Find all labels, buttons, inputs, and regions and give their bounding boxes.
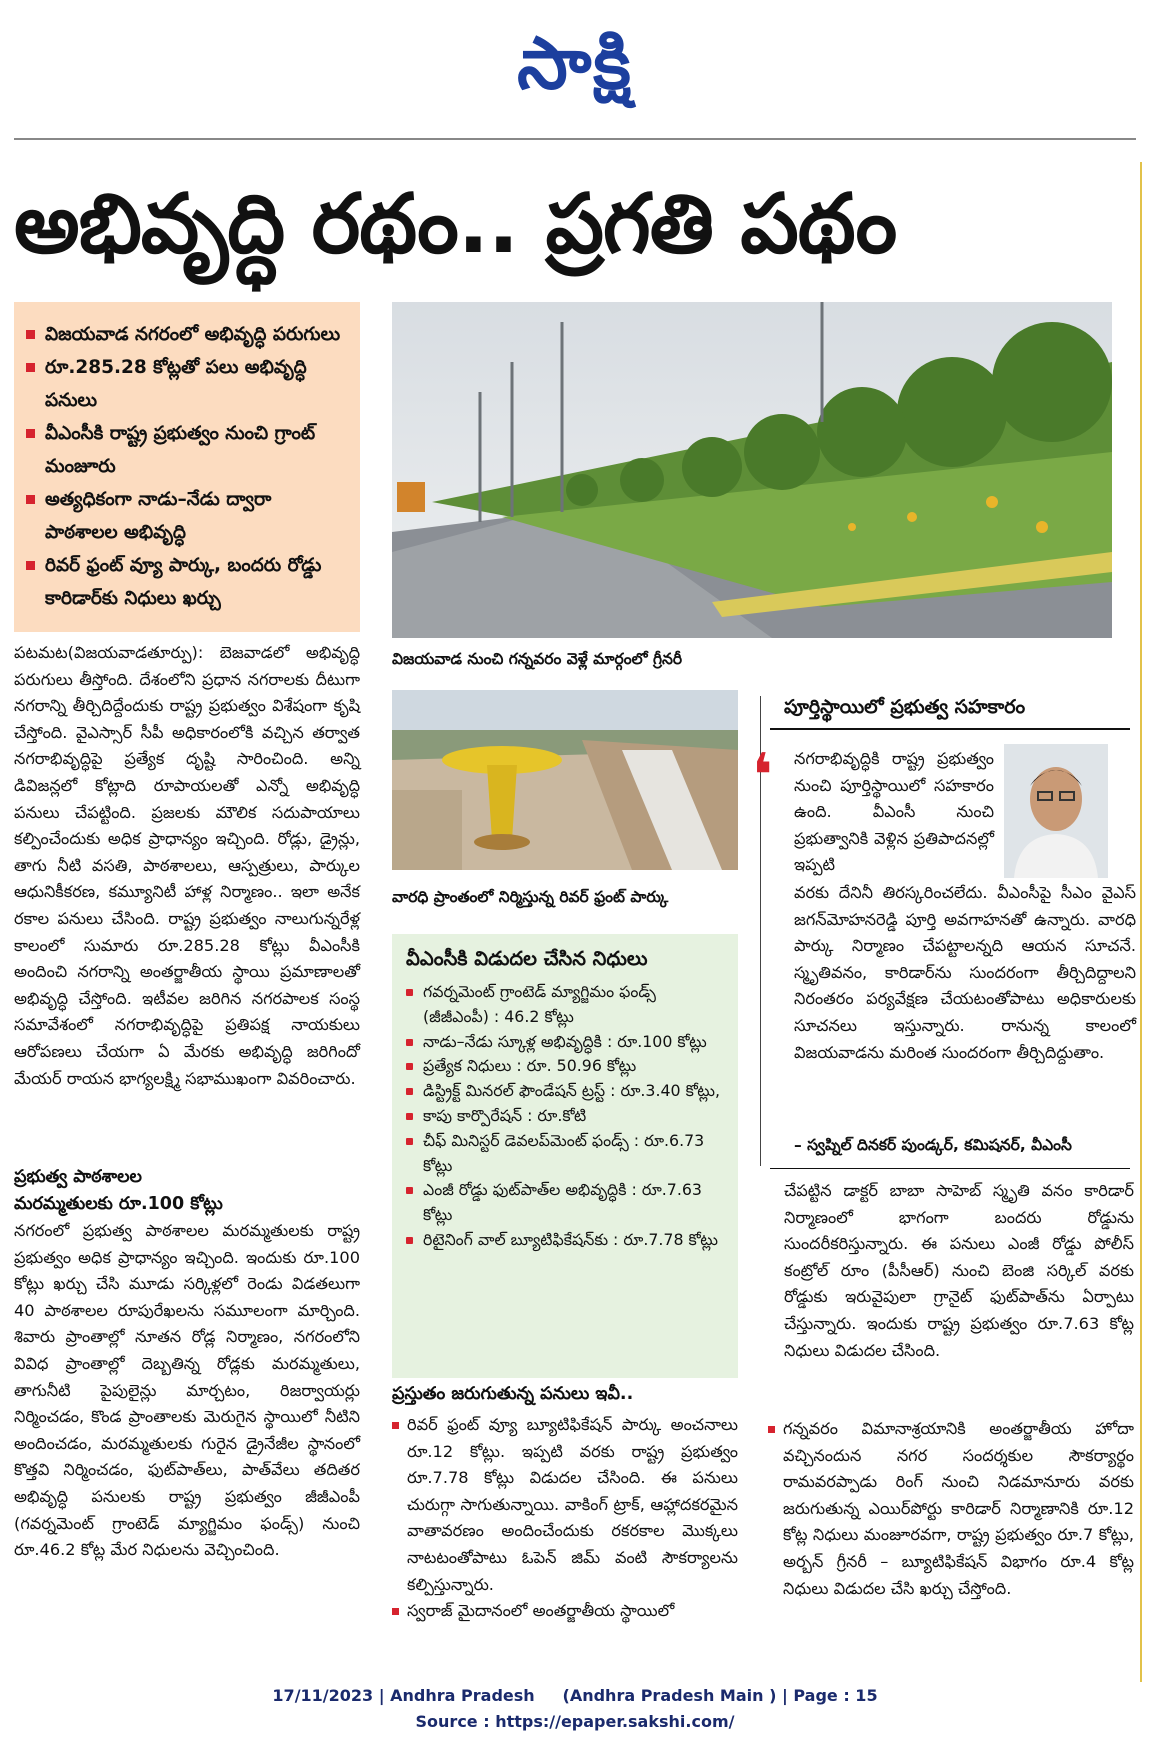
bullet-icon: [26, 330, 35, 339]
divider: [14, 138, 1136, 140]
works-item: స్వరాజ్ మైదానంలో అంతర్జాతీయ స్థాయిలో: [392, 1598, 738, 1625]
highlight-item: అత్యధికంగా నాడు–నేడు ద్వారా పాఠశాలల అభివృద్ధి: [26, 483, 350, 549]
river-front-park-photo: [392, 690, 738, 870]
highlight-item: వీఎంసీకి రాష్ట్ర ప్రభుత్వం నుంచి గ్రాంట్ మంజూరు: [26, 417, 350, 483]
bullet-icon: [406, 989, 413, 996]
highlight-item: రూ.285.28 కోట్లతో పలు అభివృద్ధి పనులు: [26, 351, 350, 417]
article-body-right-bullet: గన్నవరం విమానాశ్రయానికి అంతర్జాతీయ హోదా వచ్చినందున నగర సందర్శకుల సౌకర్యార్థం రామవరప్పాడు రింగ్ నుంచి నిడమానూరు వరకు జరుగుతున్న ఎయిర్‌పోర్టు కారిడార్ నిర్మాణానికి రూ.12 కోట్ల నిధులు మంజూరవగా, రాష్ట్ర ప్రభుత్వం రూ.7 కోట్లు, అర్బన్ గ్రీనరీ – బ్యూటిఫికేషన్ విభాగం రూ.4 కోట్ల నిధులు విడుదల చేసి ఖర్చు చేస్తోంది.: [768, 1416, 1134, 1602]
fund-item: చీఫ్ మినిస్టర్ డెవలప్‌మెంట్ ఫండ్స్ : రూ.6.73 కోట్లు: [406, 1129, 726, 1179]
bullet-icon: [26, 429, 35, 438]
bullet-icon: [26, 363, 35, 372]
commissioner-photo: [1004, 744, 1108, 878]
bullet-icon: [406, 1088, 413, 1095]
bullet-icon: [392, 1422, 399, 1429]
masthead-logo: సాక్షి: [517, 21, 633, 105]
photo-caption: విజయవాడ నుంచి గన్నవరం వెళ్లే మార్గంలో గ్రీనరీ: [392, 650, 683, 668]
article-intro: పటమట(విజయవాడతూర్పు): బెజవాడలో అభివృద్ధి పరుగులు తీస్తోంది. దేశంలోని ప్రధాన నగరాలకు దీటుగా నగరాన్ని తీర్చిదిద్దేందుకు రాష్ట్ర ప్రభుత్వం విశేషంగా కృషి చేస్తోంది. వైఎస్సార్ సీపీ అధికారంలోకి వచ్చిన తర్వాత నగరాభివృద్ధిపై ప్రత్యేక దృష్టి సారించింది. అన్ని డివిజన్లలో కోట్లాది రూపాయలతో ఎన్నో అభివృద్ధి పనులు చేపట్టింది. ప్రజలకు మౌలిక సదుపాయాలు కల్పించేందుకు అధిక ప్రాధాన్యం ఇచ్చింది. రోడ్లు, డ్రైన్లు, తాగు నీటి వసతి, పాఠశాలలు, ఆస్పత్రులు, పార్కుల ఆధునికీకరణ, కమ్యూనిటీ హాళ్ల నిర్మాణం.. ఇలా అనేక రకాల పనులు చేసింది. రాష్ట్ర ప్రభుత్వం నాలుగున్నరేళ్ల కాలంలో సుమారు రూ.285.28 కోట్లు వీఎంసీకి అందించి నగరాన్ని అంతర్జాతీయ స్థాయి ప్రమాణాలతో అభివృద్ధి చేస్తోంది. ఇటీవల జరిగిన నగరపాలక సంస్థ సమావేశంలో నగరాభివృద్ధిపై ప్రతిపక్ష నాయకులు ఆరోపణలు చేయగా ఏ మేరకు అభివృద్ధి జరిగిందో మేయర్ రాయన భాగ్యలక్ష్మి సభాముఖంగా వివరించారు.: [14, 643, 360, 1088]
quote-text: నగరాభివృద్ధికి రాష్ట్ర ప్రభుత్వం నుంచి పూర్తిస్థాయిలో సహకారం ఉంది. వీఎంసీ నుంచి ప్రభుత్వానికి వెళ్లిన ప్రతిపాదనల్లో ఇప్పటి: [794, 749, 994, 875]
quote-byline: – స్వప్నిల్ దినకర్ పుండ్కర్, కమిషనర్, వీఎంసీ: [794, 1136, 1072, 1154]
fund-item: నాడు–నేడు స్కూళ్ల అభివృద్ధికి : రూ.100 కోట్లు: [406, 1030, 726, 1055]
funds-title: వీఎంసీకి విడుదల చేసిన నిధులు: [406, 947, 648, 970]
bullet-icon: [768, 1426, 775, 1433]
works-title: ప్రస్తుతం జరుగుతున్న పనులు ఇవీ..: [392, 1384, 634, 1404]
page-headline: అభివృద్ధి రథం.. ప్రగతి పథం: [14, 177, 897, 272]
fund-item: కాపు కార్పొరేషన్ : రూ.కోటి: [406, 1104, 726, 1129]
works-list: [392, 1412, 738, 1625]
subheading: ప్రభుత్వ పాఠశాలల మరమ్మతులకు రూ.100 కోట్లు: [14, 1167, 223, 1214]
divider: [770, 1168, 1130, 1169]
fund-item: గవర్నమెంట్ గ్రాంటెడ్ మ్యాగ్జిమం ఫండ్స్ (జీజీఎంపీ) : 46.2 కోట్లు: [406, 980, 726, 1030]
works-item: రివర్ ఫ్రంట్ వ్యూ బ్యూటిఫికేషన్ పార్కు అంచనాలు రూ.12 కోట్లు. ఇప్పటి వరకు రాష్ట్ర ప్రభుత్వం రూ.7.78 కోట్లు విడుదల చేసింది. ఈ పనులు చురుగ్గా సాగుతున్నాయి. వాకింగ్ ట్రాక్, ఆహ్లాదకరమైన వాతావరణం అందించేందుకు రకరకాల మొక్కలు నాటటంతోపాటు ఓపెన్ జిమ్ వంటి సౌకర్యాలను కల్పిస్తున్నారు.: [392, 1412, 738, 1598]
bullet-icon: [406, 1063, 413, 1070]
footer-date: 17/11/2023 | Andhra Pradesh (Andhra Pradesh Main ) | Page : 15: [272, 1686, 878, 1705]
bullet-icon: [26, 495, 35, 504]
highlight-item: రివర్ ఫ్రంట్ వ్యూ పార్కు, బందరు రోడ్డు కారిడార్‌కు నిధులు ఖర్చు: [26, 549, 350, 615]
article-body-right: చేపట్టిన డాక్టర్ బాబా సాహెబ్ స్మృతి వనం కారిడార్ నిర్మాణంలో భాగంగా బందరు రోడ్డును సుందరీకరిస్తున్నారు. ఈ పనులు ఎంజీ రోడ్డు పోలీస్ కంట్రోల్ రూం (పీసీఆర్) నుంచి బెంజి సర్కిల్ వరకు రోడ్డుకు ఇరువైపులా గ్రానైట్ ఫుట్‌పాత్‌ను ఏర్పాటు చేస్తున్నారు. ఇందుకు రాష్ట్ర ప్రభుత్వం రూ.7.63 కోట్ల నిధులు విడుదల చేసింది.: [784, 1181, 1134, 1360]
bullet-icon: [406, 1113, 413, 1120]
fund-item: డిస్ట్రిక్ట్ మినరల్ ఫౌండేషన్ ట్రస్ట్ : రూ.3.40 కోట్లు,: [406, 1079, 726, 1104]
highlights-box: [14, 302, 360, 632]
highlight-item: విజయవాడ నగరంలో అభివృద్ధి పరుగులు: [26, 318, 350, 351]
bullet-icon: [406, 1187, 413, 1194]
bullet-icon: [392, 1608, 399, 1615]
quote-mark-icon: ❛: [752, 741, 773, 811]
box-title: పూర్తిస్థాయిలో ప్రభుత్వ సహకారం: [784, 696, 1026, 718]
road-greenery-photo: [392, 302, 1112, 638]
divider: [1140, 162, 1142, 1682]
quote-text-continued: వరకు దేనినీ తిరస్కరించలేదు. వీఎంసీపై సీఎం వైఎస్ జగన్‌మోహనరెడ్డి పూర్తి అవగాహనతో ఉన్నారు. వారధి పార్కు నిర్మాణం చేపట్టాలన్నది ఆయన సూచనే. స్మృతివనం, కారిడార్‌ను సుందరంగా తీర్చిదిద్దాలని నిరంతరం పర్యవేక్షణ చేయటంతోపాటు అధికారులకు సూచనలు ఇస్తున్నారు. రానున్న కాలంలో విజయవాడను మరింత సుందరంగా తీర్చిదిద్దుతాం.: [794, 883, 1136, 1062]
footer-source: Source : https://epaper.sakshi.com/: [415, 1712, 735, 1731]
bullet-icon: [406, 1138, 413, 1145]
fund-item: రిటైనింగ్ వాల్ బ్యూటిఫికేషన్‌కు : రూ.7.78 కోట్లు: [406, 1228, 726, 1253]
funds-box: [392, 934, 738, 1378]
article-body: నగరంలో ప్రభుత్వ పాఠశాలల మరమ్మతులకు రాష్ట్ర ప్రభుత్వం అధిక ప్రాధాన్యం ఇచ్చింది. ఇందుకు రూ.100 కోట్లు ఖర్చు చేసి మూడు సర్కిళ్లలో రెండు విడతలుగా 40 పాఠశాలల రూపురేఖలను సమూలంగా మార్చింది. శివారు ప్రాంతాల్లో నూతన రోడ్ల నిర్మాణం, నగరంలోని వివిధ ప్రాంతాల్లో దెబ్బతిన్న రోడ్లకు మరమ్మతులు, తాగునీటి పైపులైన్లు మార్చటం, రిజర్వాయర్లు నిర్మించడం, కొండ ప్రాంతాలకు మెరుగైన స్థాయిలో నీటిని అందించడం, మరమ్మతులకు గురైన డ్రైనేజీల స్థానంలో కొత్తవి నిర్మించడం, ఫుట్‌పాత్‌లు, పాత్‌వేలు తదితర అభివృద్ధి పనులకు రాష్ట్ర ప్రభుత్వం జీజీఎంపీ (గవర్నమెంట్ గ్రాంటెడ్ మ్యాగ్జిమం ఫండ్స్) నుంచి రూ.46.2 కోట్ల మేర నిధులను వెచ్చించింది.: [14, 1221, 360, 1560]
bullet-icon: [406, 1039, 413, 1046]
fund-item: ఎంజీ రోడ్డు ఫుట్‌పాత్‌ల అభివృద్ధికి : రూ.7.63 కోట్లు: [406, 1178, 726, 1228]
photo-caption: వారధి ప్రాంతంలో నిర్మిస్తున్న రివర్ ఫ్రంట్ పార్కు: [392, 888, 669, 906]
bullet-icon: [406, 1237, 413, 1244]
bullet-icon: [26, 561, 35, 570]
fund-item: ప్రత్యేక నిధులు : రూ. 50.96 కోట్లు: [406, 1054, 726, 1079]
divider: [770, 728, 1130, 730]
